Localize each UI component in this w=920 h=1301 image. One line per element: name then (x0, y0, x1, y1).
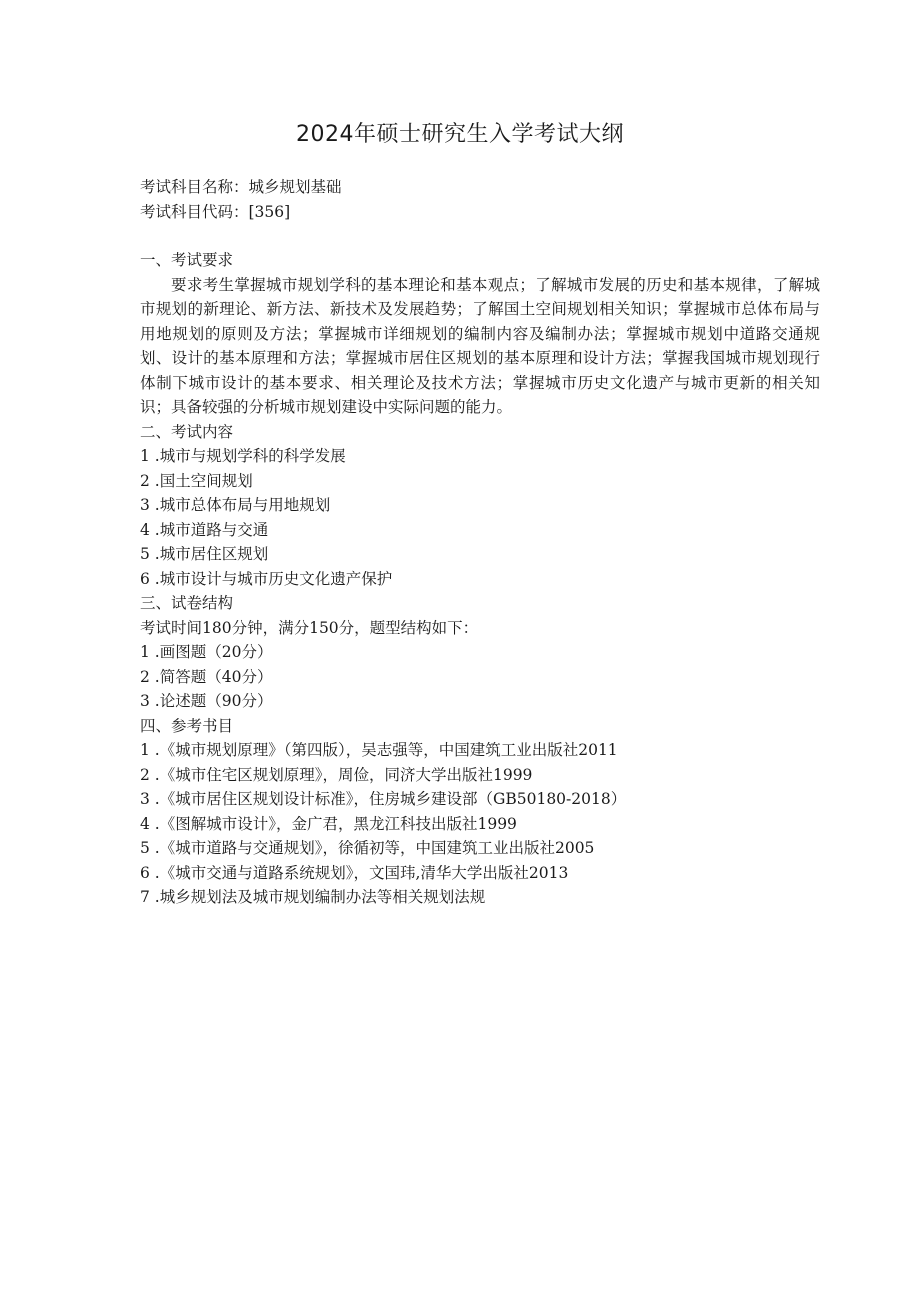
list-item: 6 .城市设计与城市历史文化遗产保护 (140, 569, 393, 588)
list-item: 3 .城市总体布局与用地规划 (140, 496, 331, 514)
reference-item: 1 .《城市规划原理》（第四版），吴志强等，中国建筑工业出版社2011 (140, 741, 618, 759)
list-item: 1 .画图题（20分） (140, 643, 273, 661)
reference-item: 7 .城乡规划法及城市规划编制办法等相关规划法规 (140, 888, 486, 906)
subject-code: 考试科目代码：[356] (140, 202, 291, 221)
spacer (140, 224, 820, 248)
reference-item: 2 .《城市住宅区规划原理》，周俭，同济大学出版社1999 (140, 765, 533, 784)
document-body (140, 175, 820, 910)
page-title: 2024年硕士研究生入学考试大纲 (296, 122, 624, 147)
section-heading-references: 四、参考书目 (140, 716, 234, 735)
subject-name: 考试科目名称：城乡规划基础 (140, 178, 342, 196)
section-heading-requirements: 一、考试要求 (140, 251, 234, 269)
list-item: 2 .简答题（40分） (140, 667, 273, 686)
reference-item: 4 .《图解城市设计》，金广君，黑龙江科技出版社1999 (140, 814, 517, 833)
requirements-paragraph: 要求考生掌握城市规划学科的基本理论和基本观点；了解城市发展的历史和基本规律，了解城市规划的新理论、新方法、新技术及发展趋势；了解国土空间规划相关知识；掌握城市总体布局与用地规划的原则及方法；掌握城市详细规划的编制内容及编制办法；掌握城市规划中道路交通规划、设计的基本原理和方法；掌握城市居住区规划的基本原理和设计方法；掌握我国城市规划现行体制下城市设计的基本要求、相关理论及技术方法；掌握城市历史文化遗产与城市更新的相关知识；具备较强的分析城市规划建设中实际问题的能力。 (140, 275, 820, 416)
structure-intro: 考试时间180分钟，满分150分，题型结构如下： (140, 618, 479, 637)
reference-item: 3 .《城市居住区规划设计标准》，住房城乡建设部（GB50180-2018） (140, 790, 627, 808)
list-item: 3 .论述题（90分） (140, 692, 273, 710)
section-heading-structure: 三、试卷结构 (140, 594, 234, 612)
reference-item: 6 .《城市交通与道路系统规划》，文国玮,清华大学出版社2013 (140, 863, 569, 882)
list-item: 2 .国土空间规划 (140, 471, 253, 490)
list-item: 1 .城市与规划学科的科学发展 (140, 447, 346, 465)
reference-item: 5 .《城市道路与交通规划》，徐循初等，中国建筑工业出版社2005 (140, 839, 595, 857)
section-heading-content: 二、考试内容 (140, 422, 234, 441)
list-item: 4 .城市道路与交通 (140, 520, 269, 539)
list-item: 5 .城市居住区规划 (140, 545, 269, 563)
